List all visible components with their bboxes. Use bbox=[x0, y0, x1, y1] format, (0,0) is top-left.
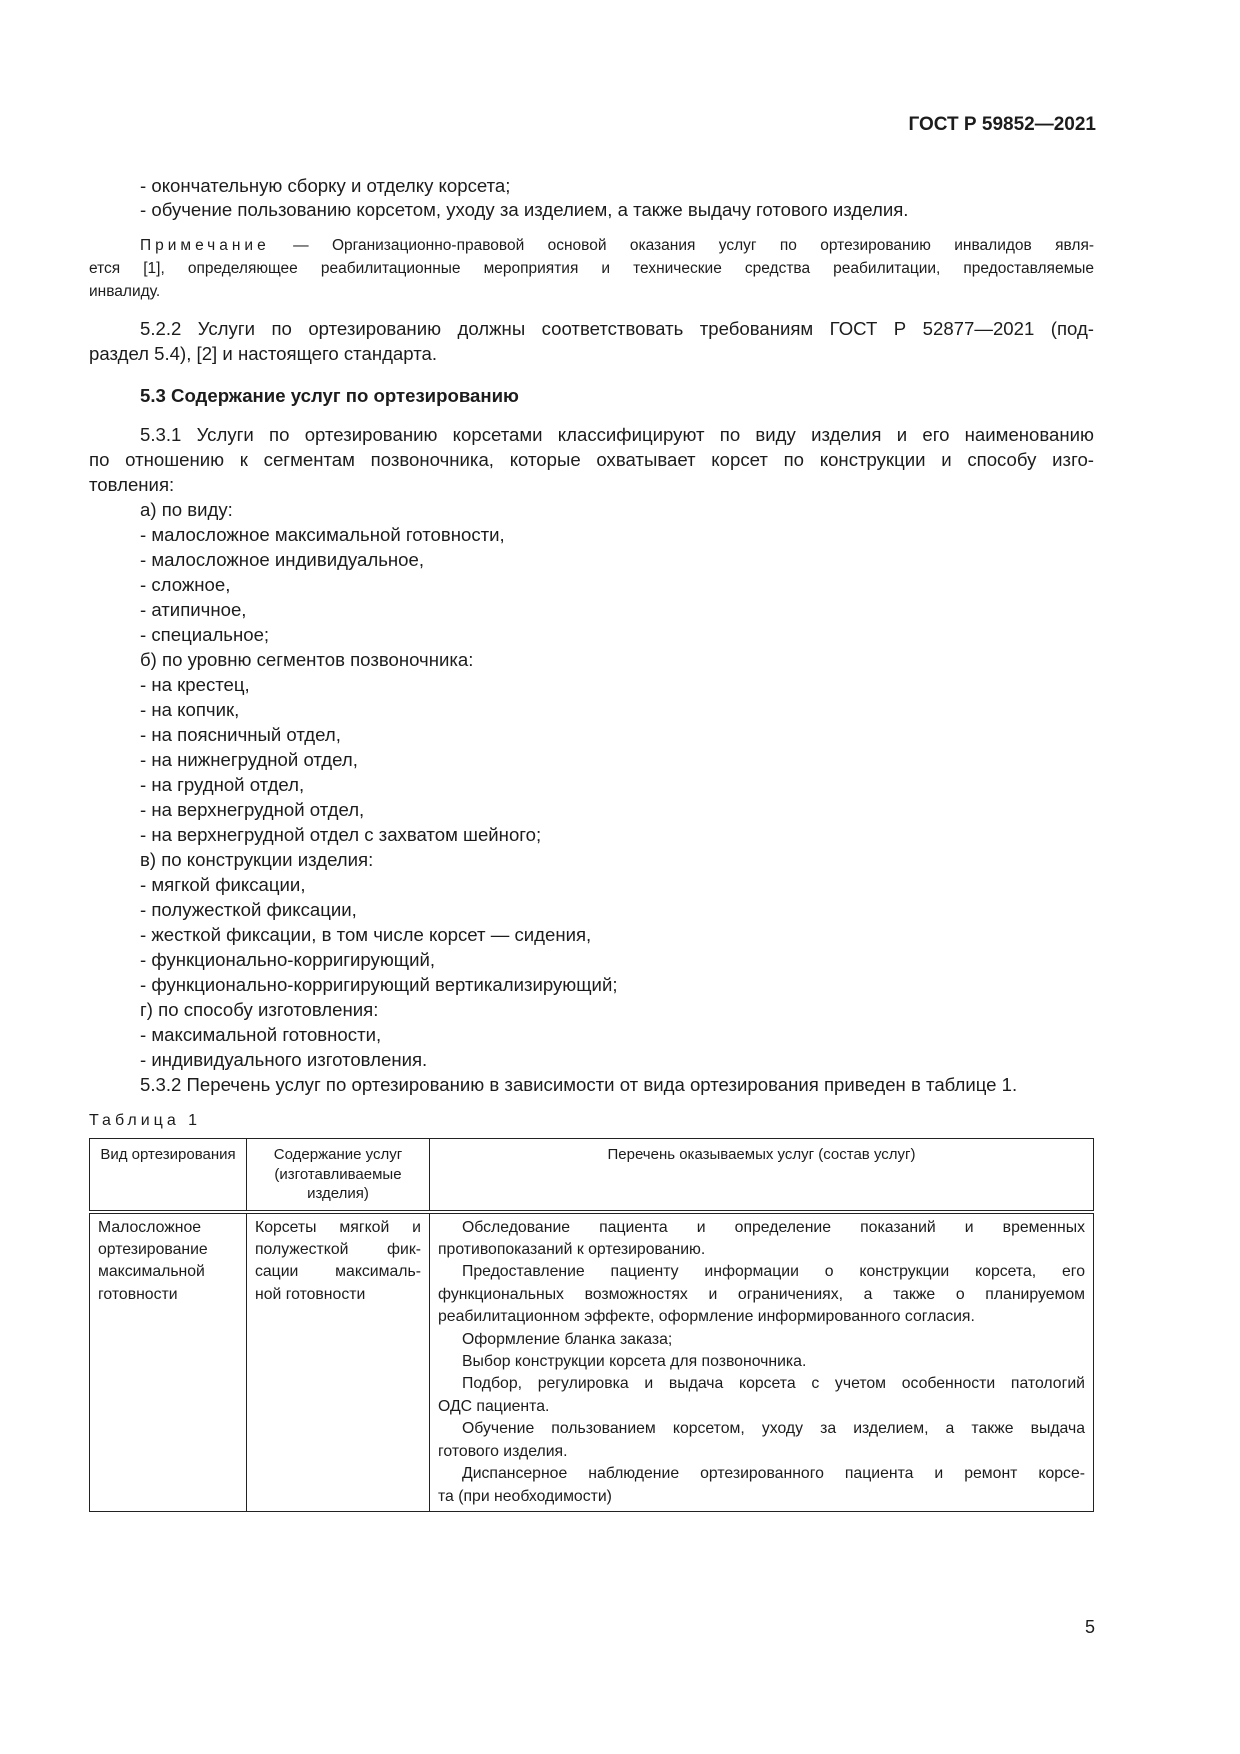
list-item: - обучение пользованию корсетом, уходу за изделием, а также выдачу готового изделия. bbox=[140, 199, 909, 220]
services-table bbox=[89, 1138, 1094, 1512]
list-item: б) по уровню сегментов позвоночника: bbox=[140, 649, 474, 670]
paragraph-5-2-2-line-1: 5.2.2 Услуги по ортезированию должны соответствовать требованиям ГОСТ Р 52877—2021 (под- bbox=[140, 318, 1094, 339]
cell-line: Диспансерное наблюдение ортезированного пациента и ремонт корсе- bbox=[462, 1465, 1085, 1483]
cell-services bbox=[430, 1212, 1094, 1512]
list-item: г) по способу изготовления: bbox=[140, 999, 379, 1020]
list-item: - на крестец, bbox=[140, 674, 250, 695]
list-item: а) по виду: bbox=[140, 499, 233, 520]
cell-line: противопоказаний к ортезированию. bbox=[438, 1240, 706, 1258]
header-cell-type: Вид ортезирования bbox=[90, 1139, 247, 1212]
cell-line: та (при необходимости) bbox=[438, 1487, 612, 1505]
list-item: - функционально-корригирующий вертикализирующий; bbox=[140, 974, 618, 995]
cell-type: Малосложное ортезирование максимальной готовности bbox=[90, 1212, 247, 1512]
header-cell-services: Перечень оказываемых услуг (состав услуг) bbox=[430, 1139, 1094, 1212]
page-number: 5 bbox=[1084, 1617, 1095, 1637]
list-item: - полужесткой фиксации, bbox=[140, 899, 357, 920]
list-item: - сложное, bbox=[140, 574, 231, 595]
cell-line: Выбор конструкции корсета для позвоночника. bbox=[462, 1353, 807, 1371]
list-item: - на нижнегрудной отдел, bbox=[140, 749, 358, 770]
cell-line: ной готовности bbox=[255, 1285, 366, 1303]
list-item: - малосложное максимальной готовности, bbox=[140, 524, 505, 545]
cell-content bbox=[247, 1212, 430, 1512]
list-item: - на верхнегрудной отдел с захватом шейного; bbox=[140, 824, 542, 845]
list-item: - на верхнегрудной отдел, bbox=[140, 799, 365, 820]
list-item: - на грудной отдел, bbox=[140, 774, 305, 795]
cell-line: сации максималь- bbox=[255, 1263, 421, 1281]
list-item: - малосложное индивидуальное, bbox=[140, 549, 425, 570]
cell-line: Подбор, регулировка и выдача корсета с учетом особенности патологий bbox=[462, 1375, 1085, 1393]
cell-line: Обучение пользованием корсетом, уходу за изделием, а также выдача bbox=[462, 1420, 1085, 1438]
paragraph-5-2-2-line-2: раздел 5.4), [2] и настоящего стандарта. bbox=[89, 343, 438, 364]
document-id: ГОСТ Р 59852—2021 bbox=[908, 114, 1096, 135]
list-item: в) по конструкции изделия: bbox=[140, 849, 374, 870]
cell-line: Оформление бланка заказа; bbox=[462, 1330, 673, 1348]
note-text: — Организационно-правовой основой оказания услуг по ортезированию инвалидов явля- bbox=[293, 237, 1094, 254]
cell-line: Обследование пациента и определение показаний и временных bbox=[462, 1218, 1085, 1236]
list-item: - мягкой фиксации, bbox=[140, 874, 306, 895]
paragraph-5-3-1-line-3: товления: bbox=[89, 474, 175, 495]
cell-line: реабилитационном эффекте, оформление информированного согласия. bbox=[438, 1308, 975, 1326]
cell-line: готового изделия. bbox=[438, 1442, 568, 1460]
list-item: - функционально-корригирующий, bbox=[140, 949, 436, 970]
list-item: - на поясничный отдел, bbox=[140, 724, 341, 745]
list-item: - атипичное, bbox=[140, 599, 247, 620]
paragraph-5-3-1-line-2: по отношению к сегментам позвоночника, которые охватывает корсет по конструкции и способу изго- bbox=[89, 449, 1094, 470]
list-item: - жесткой фиксации, в том числе корсет — сидения, bbox=[140, 924, 592, 945]
paragraph-5-3-1-line-1: 5.3.1 Услуги по ортезированию корсетами классифицируют по виду изделия и его наименованию bbox=[140, 424, 1094, 445]
note-line-1 bbox=[140, 237, 1094, 255]
note-line-2: ется [1], определяющее реабилитационные мероприятия и технические средства реабилитации, предоставляемые bbox=[89, 260, 1094, 277]
cell-line: полужесткой фик- bbox=[255, 1240, 421, 1258]
cell-line: Предоставление пациенту информации о конструкции корсета, его bbox=[462, 1263, 1085, 1281]
cell-line: Корсеты мягкой и bbox=[255, 1218, 421, 1236]
table-row bbox=[90, 1212, 1094, 1512]
note-label: Примечание bbox=[140, 237, 270, 254]
cell-line: ОДС пациента. bbox=[438, 1397, 550, 1415]
cell-line: функциональных возможностях и ограничениях, а также о планируемом bbox=[438, 1285, 1085, 1303]
note-line-3: инвалиду. bbox=[89, 283, 161, 300]
list-item: - максимальной готовности, bbox=[140, 1024, 382, 1045]
section-heading: 5.3 Содержание услуг по ортезированию bbox=[140, 385, 519, 406]
paragraph-5-3-2: 5.3.2 Перечень услуг по ортезированию в зависимости от вида ортезирования приведен в таблице 1. bbox=[140, 1074, 1018, 1095]
list-item: - индивидуального изготовления. bbox=[140, 1049, 428, 1070]
table-caption: Таблица 1 bbox=[89, 1112, 202, 1129]
list-item: - специальное; bbox=[140, 624, 270, 645]
list-item: - окончательную сборку и отделку корсета; bbox=[140, 175, 511, 196]
list-item: - на копчик, bbox=[140, 699, 240, 720]
header-cell-content: Содержание услуг (изготавливаемые изделия) bbox=[247, 1139, 430, 1212]
table-header-row bbox=[90, 1139, 1094, 1212]
